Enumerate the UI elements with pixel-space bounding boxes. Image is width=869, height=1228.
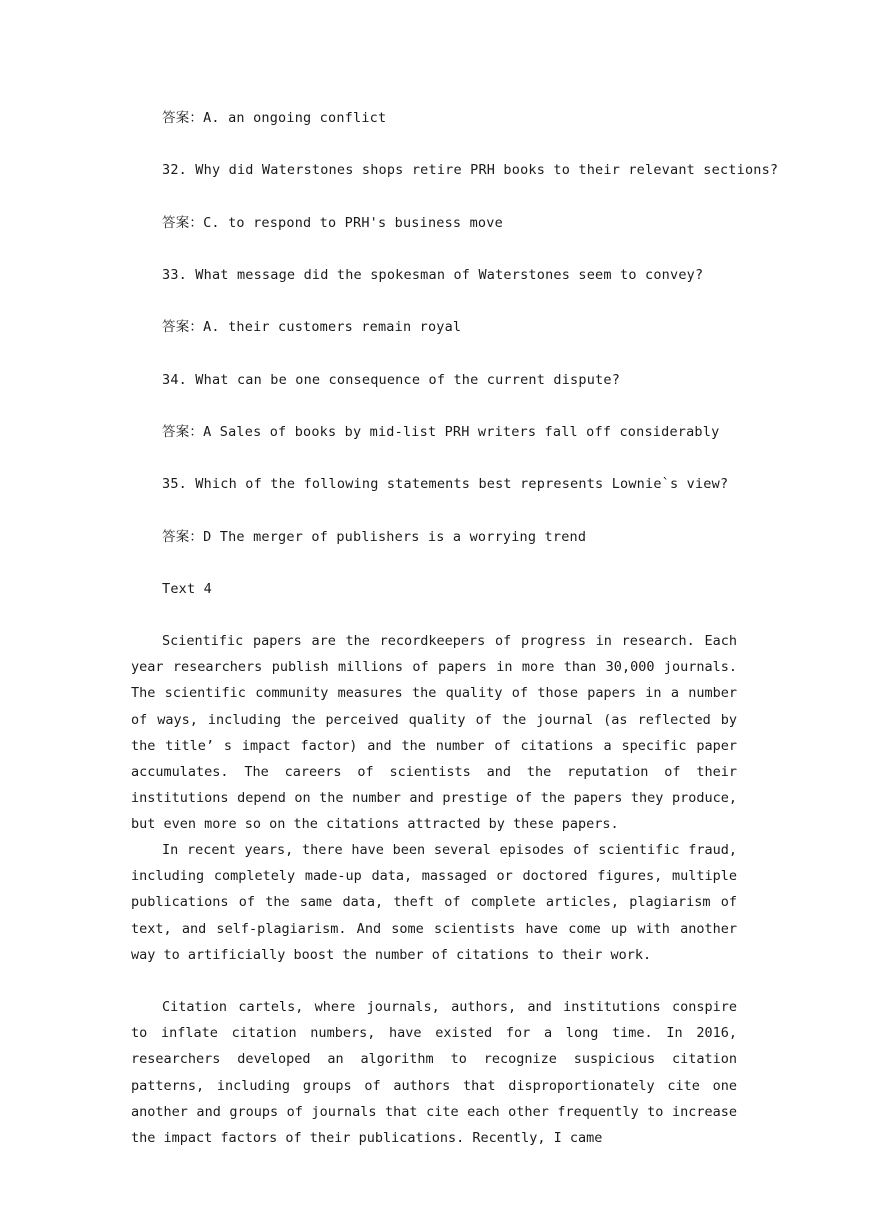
section-heading-text-4: Text 4 (162, 581, 212, 597)
paragraph-2-text: In recent years, there have been several episodes of scientific fraud, including completely made-up data, massaged or doctored figures, multiple publications of the same data, theft of complete articles, plagiarism of text, and self-plagiarism. And some scientists have come up with another way to artificially boost the number of citations to their work. (131, 842, 737, 963)
paragraph-1 (131, 628, 737, 838)
answer-34: 答案：A Sales of books by mid-list PRH writers fall off considerably (162, 424, 720, 440)
question-34: 34. What can be one consequence of the current dispute? (162, 372, 621, 388)
answer-33: 答案：A. their customers remain royal (162, 319, 462, 335)
question-32: 32. Why did Waterstones shops retire PRH books to their relevant sections? (162, 162, 779, 178)
answer-35: 答案：D The merger of publishers is a worrying trend (162, 529, 587, 545)
paragraph-3-text: Citation cartels, where journals, authors, and institutions conspire to inflate citation numbers, have existed for a long time. In 2016, researchers developed an algorithm to recognize suspicious citation patterns, including groups of authors that disproportionately cite one another and groups of journals that cite each other frequently to increase the impact factors of their publications. Recently, I came (131, 999, 737, 1147)
question-35: 35. Which of the following statements best represents Lownie`s view? (162, 476, 729, 492)
paragraph-3 (131, 994, 737, 1151)
answer-32: 答案：C. to respond to PRH's business move (162, 215, 503, 231)
paragraph-1-text: Scientific papers are the recordkeepers of progress in research. Each year researchers publish millions of papers in more than 30,000 journals. The scientific community measures the quality of those papers in a number of ways, including the perceived quality of the journal (as reflected by the title’ s impact factor) and the number of citations a specific paper accumulates. The careers of scientists and the reputation of their institutions depend on the number and prestige of the papers they produce, but even more so on the citations attracted by these papers. (131, 633, 737, 833)
paragraph-2 (131, 837, 737, 968)
question-33: 33. What message did the spokesman of Waterstones seem to convey? (162, 267, 704, 283)
answer-31: 答案：A. an ongoing conflict (162, 110, 387, 126)
